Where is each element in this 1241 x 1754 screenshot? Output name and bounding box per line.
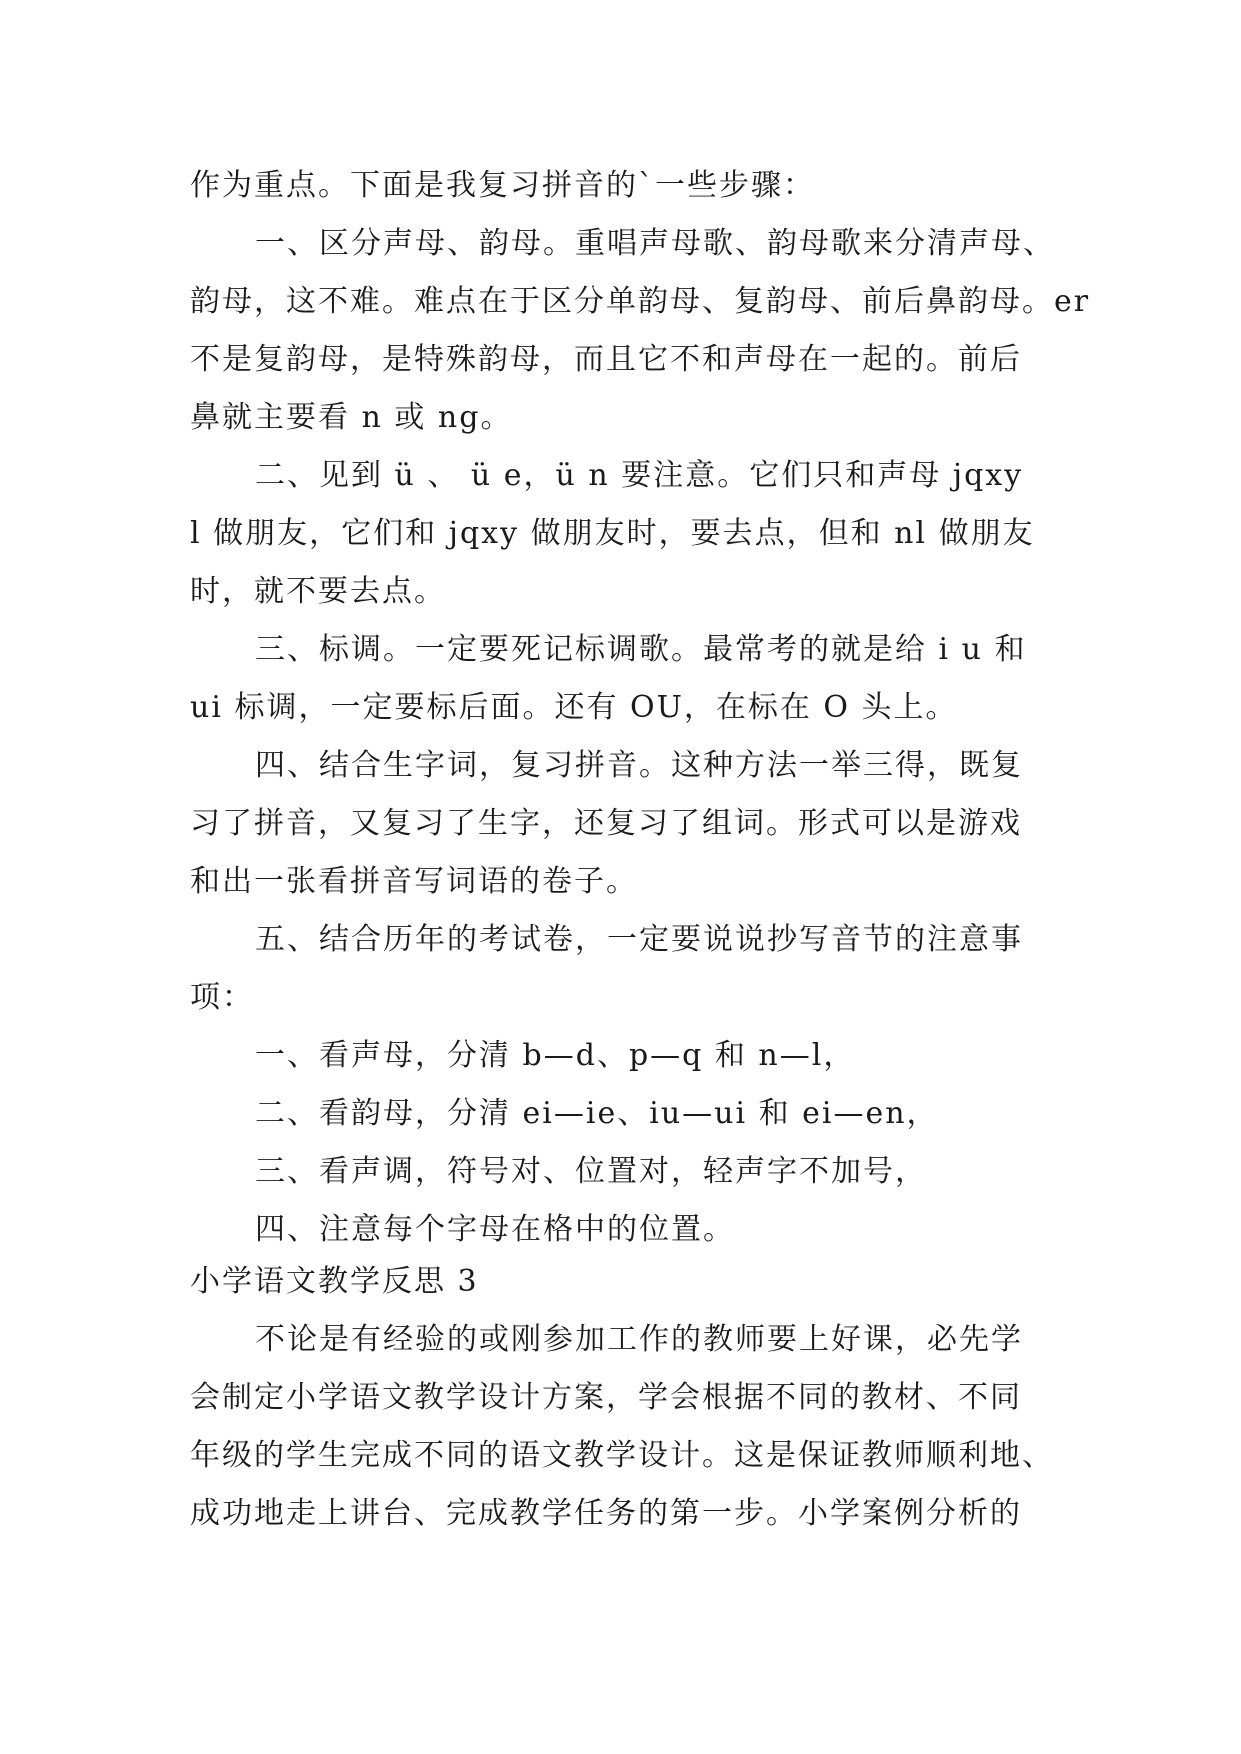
paragraph-6-line: 不论是有经验的或刚参加工作的教师要上好课，必先学 (255, 1322, 1023, 1357)
text-line: 年级的学生完成不同的语文教学设计。这是保证教师顺利地、 (190, 1438, 1054, 1473)
paragraph-5-line: 五、结合历年的考试卷，一定要说说抄写音节的注意事 (255, 922, 1023, 957)
text-line: 会制定小学语文教学设计方案，学会根据不同的教材、不同 (190, 1380, 1022, 1415)
paragraph-1-line: 一、区分声母、韵母。重唱声母歌、韵母歌来分清声母、 (255, 226, 1055, 261)
paragraph-4-line: 四、结合生字词，复习拼音。这种方法一举三得，既复 (255, 748, 1023, 783)
text-line: 项： (190, 980, 254, 1015)
list-item: 二、看韵母，分清 ei—ie、iu—ui 和 ei—en， (255, 1096, 939, 1131)
text-line: 和出一张看拼音写词语的卷子。 (190, 864, 638, 899)
list-item: 四、注意每个字母在格中的位置。 (255, 1212, 735, 1247)
text-line: 时，就不要去点。 (190, 574, 446, 609)
text-line: ui 标调，一定要标后面。还有 OU，在标在 O 头上。 (190, 690, 958, 725)
list-item: 一、看声母，分清 b—d、p—q 和 n—l， (255, 1038, 856, 1073)
text-line: 作为重点。下面是我复习拼音的`一些步骤： (190, 168, 815, 203)
section-heading: 小学语文教学反思 3 (190, 1264, 479, 1299)
text-line: 鼻就主要看 n 或 ng。 (190, 400, 513, 435)
text-line: 成功地走上讲台、完成教学任务的第一步。小学案例分析的 (190, 1496, 1022, 1531)
list-item: 三、看声调，符号对、位置对，轻声字不加号， (255, 1154, 927, 1189)
text-line: 不是复韵母，是特殊韵母，而且它不和声母在一起的。前后 (190, 342, 1022, 377)
text-line: 韵母，这不难。难点在于区分单韵母、复韵母、前后鼻韵母。er (190, 284, 1091, 319)
text-line: 习了拼音，又复习了生字，还复习了组词。形式可以是游戏 (190, 806, 1022, 841)
paragraph-3-line: 三、标调。一定要死记标调歌。最常考的就是给 i u 和 (255, 632, 1027, 667)
text-line: l 做朋友，它们和 jqxy 做朋友时，要去点，但和 nl 做朋友 (190, 516, 1035, 551)
paragraph-2-line: 二、见到 ü 、 ü e，ü n 要注意。它们只和声母 jqxy (255, 458, 1024, 493)
